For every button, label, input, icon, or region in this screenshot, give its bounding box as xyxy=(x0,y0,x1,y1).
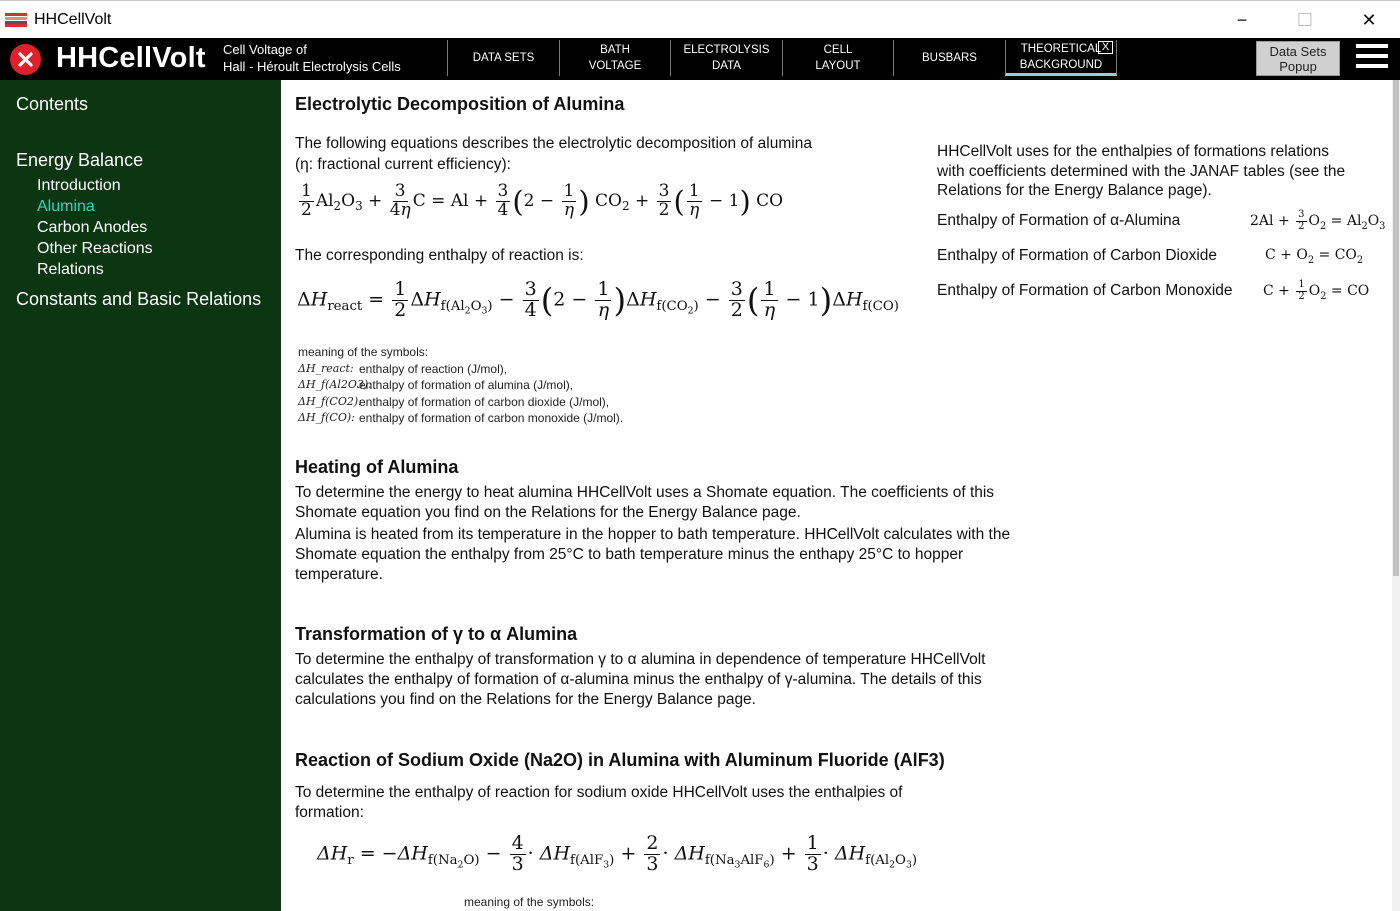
text-line: Shomate equation you find on the Relations for the Energy Balance page. xyxy=(295,504,801,521)
relation-alpha-alumina xyxy=(937,209,1386,238)
symbol-description: enthalpy of formation of carbon dioxide (J/mol), xyxy=(359,394,610,409)
transformation-paragraph xyxy=(295,650,1115,710)
relation-equation: C + $\frac{1}{2}$ $O_2$ = CO xyxy=(1263,279,1370,302)
relation-equation: $C + O_2 = CO_2$ xyxy=(1265,247,1364,266)
text-line: To determine the enthalpy of transformation γ to α alumina in dependence of temperature HHCellVolt xyxy=(295,651,986,668)
paragraph: (η: fractional current efficiency): xyxy=(295,156,511,173)
paragraph: The corresponding enthalpy of reaction is: xyxy=(295,247,584,264)
symbol: ΔH_f(Al2O3): xyxy=(298,378,372,391)
text-line: HHCellVolt uses for the enthalpies of formations relations xyxy=(937,143,1330,160)
sidebar-item-relations[interactable]: Relations xyxy=(37,261,104,278)
scrollbar-thumb[interactable] xyxy=(1393,80,1399,576)
symbols-legend xyxy=(298,344,718,427)
relation-label: Enthalpy of Formation of α-Alumina xyxy=(937,212,1181,229)
heating-paragraph xyxy=(295,483,1115,585)
relation-label: Enthalpy of Formation of Carbon Dioxide xyxy=(937,247,1218,264)
data-sets-popup-button[interactable] xyxy=(1256,41,1340,76)
relation-carbon-monoxide xyxy=(937,279,1377,308)
sidebar-contents-link[interactable]: Contents xyxy=(16,94,89,114)
text-line: with coefficients determined with the JANAF tables (see the xyxy=(937,162,1346,180)
popup-label-line1: Data Sets xyxy=(1269,44,1327,59)
close-window-button[interactable]: ✕ xyxy=(1361,9,1377,30)
text-line: calculates the enthalpy of formation of α-alumina minus the enthalpy of γ-alumina. The details of this xyxy=(295,671,982,688)
janaf-note xyxy=(937,142,1387,201)
tab-label: ELECTROLYSIS xyxy=(683,44,770,56)
symbol: ΔH_f(CO): xyxy=(298,411,355,424)
tab-label: THEORETICAL xyxy=(1020,42,1102,55)
symbol: ΔH_react: xyxy=(298,361,354,375)
tab-data-sets[interactable] xyxy=(447,40,559,76)
sodium-oxide-equation: $\Delta H_r = -\Delta H_{f(Na_2O)}$ − $\frac{4}{3}$ · $\Delta H_{f(AlF_3)}$ + $\frac{2}{3}$ · $\Delta H_{f(Na_3AlF_6)}$ + $\frac{1}{3}$ · $\Delta H_{f(Al_2O_3)}$ xyxy=(317,832,918,875)
top-navigation-bar xyxy=(0,38,1400,80)
tab-label: DATA SETS xyxy=(472,52,535,64)
text-line: Relations for the Energy Balance page). xyxy=(937,182,1212,199)
sidebar-item-introduction[interactable]: Introduction xyxy=(37,177,121,194)
symbol: ΔH_f(CO2): xyxy=(298,394,362,408)
window-title-bar xyxy=(0,0,1400,38)
enthalpy-reaction-equation: $\Delta H_{react}$ = $\frac{1}{2}$ $\Delta H_{f(Al_2O_3)}$ − $\frac{3}{4}$ (2 − $\frac{1}{\eta}$ )$\Delta H_{f(CO_2)}$ − $\frac{3}{2}$ ( $\frac{1}{\eta}$ − $1)\Delta H_{f(CO)}$ xyxy=(297,278,899,321)
section-title-sodium-oxide: Reaction of Sodium Oxide (Na2O) in Alumina with Aluminum Fluoride (AlF3) xyxy=(295,750,945,770)
sodium-oxide-paragraph xyxy=(295,783,1115,823)
app-subtitle-line2: Hall - Héroult Electrolysis Cells xyxy=(223,59,401,74)
popup-label-line2: Popup xyxy=(1279,59,1317,74)
tab-label: BATH xyxy=(600,44,630,56)
sidebar xyxy=(0,80,281,911)
text-line: To determine the energy to heat alumina HHCellVolt uses a Shomate equation. The coefficients of this xyxy=(295,484,995,501)
symbols-title: meaning of the symbols: xyxy=(464,895,595,909)
tab-label: CELL xyxy=(823,44,853,56)
text-line: To determine the enthalpy of reaction for sodium oxide HHCellVolt uses the enthalpies of xyxy=(295,784,903,801)
symbol-description: enthalpy of formation of carbon monoxide (J/mol). xyxy=(359,411,624,425)
tab-label: LAYOUT xyxy=(815,60,861,72)
window-title: HHCellVolt xyxy=(34,10,112,28)
tab-electrolysis-data[interactable] xyxy=(670,40,782,76)
tab-bath-voltage[interactable] xyxy=(559,40,670,76)
section-title-transformation: Transformation of γ to α Alumina xyxy=(295,624,578,644)
app-brand-title: HHCellVolt xyxy=(56,42,206,74)
text-line: temperature. xyxy=(295,566,383,583)
close-icon xyxy=(17,51,34,68)
sidebar-item-alumina[interactable]: Alumina xyxy=(37,198,95,215)
symbol-description: enthalpy of formation of alumina (J/mol), xyxy=(359,378,574,392)
relation-equation: 2Al + $\frac{3}{2}$ $O_2 = Al_2O_3$ xyxy=(1250,209,1386,232)
hamburger-menu-icon[interactable] xyxy=(1356,44,1388,72)
symbol-description: enthalpy of reaction (J/mol), xyxy=(359,361,508,376)
tab-label: DATA xyxy=(712,60,741,72)
text-line: Shomate equation the enthalpy from 25°C to bath temperature minus the enthapy 25°C to hopper xyxy=(295,546,964,563)
sidebar-item-other-reactions[interactable]: Other Reactions xyxy=(37,240,153,257)
content-area xyxy=(281,80,1392,911)
sidebar-item-constants[interactable]: Constants and Basic Relations xyxy=(16,289,262,309)
decomposition-equation: $\frac{1}{2}$ $Al_2O_3$ + $\frac{3}{4\eta}$ C = Al + $\frac{3}{4}$ (2 − $\frac{1}{\eta}$ ) $CO_2$ + $\frac{3}{2}$ ( $\frac{1}{\eta}$ − 1) CO xyxy=(301,181,784,220)
tab-close-button[interactable]: X xyxy=(1098,41,1113,54)
vertical-scrollbar[interactable] xyxy=(1392,80,1400,911)
tab-busbars[interactable] xyxy=(893,40,1005,76)
maximize-button[interactable]: ☐ xyxy=(1296,9,1314,30)
sidebar-group-energy-balance[interactable]: Energy Balance xyxy=(16,150,144,170)
tab-label: BUSBARS xyxy=(922,52,977,64)
app-subtitle xyxy=(223,41,401,75)
tab-cell-layout[interactable] xyxy=(782,40,893,76)
text-line: calculations you find on the Relations for the Energy Balance page. xyxy=(295,691,756,708)
relation-carbon-dioxide xyxy=(937,247,1377,273)
text-line: Alumina is heated from its temperature in the hopper to bath temperature. HHCellVolt calculates with the xyxy=(295,526,1011,543)
symbols-title: meaning of the symbols: xyxy=(298,345,429,359)
tab-label: BACKGROUND xyxy=(1019,58,1103,71)
minimize-button[interactable]: − xyxy=(1236,9,1248,30)
app-icon xyxy=(5,13,27,27)
exit-app-button[interactable] xyxy=(10,44,41,75)
app-subtitle-line1: Cell Voltage of xyxy=(223,42,307,57)
sidebar-item-carbon-anodes[interactable]: Carbon Anodes xyxy=(37,219,148,236)
paragraph: The following equations describes the electrolytic decomposition of alumina xyxy=(295,135,812,152)
relation-label: Enthalpy of Formation of Carbon Monoxide xyxy=(937,282,1233,299)
section-title-decomposition: Electrolytic Decomposition of Alumina xyxy=(295,94,625,114)
tab-label: VOLTAGE xyxy=(588,60,642,72)
text-line: formation: xyxy=(295,804,364,821)
section-title-heating: Heating of Alumina xyxy=(295,457,459,477)
